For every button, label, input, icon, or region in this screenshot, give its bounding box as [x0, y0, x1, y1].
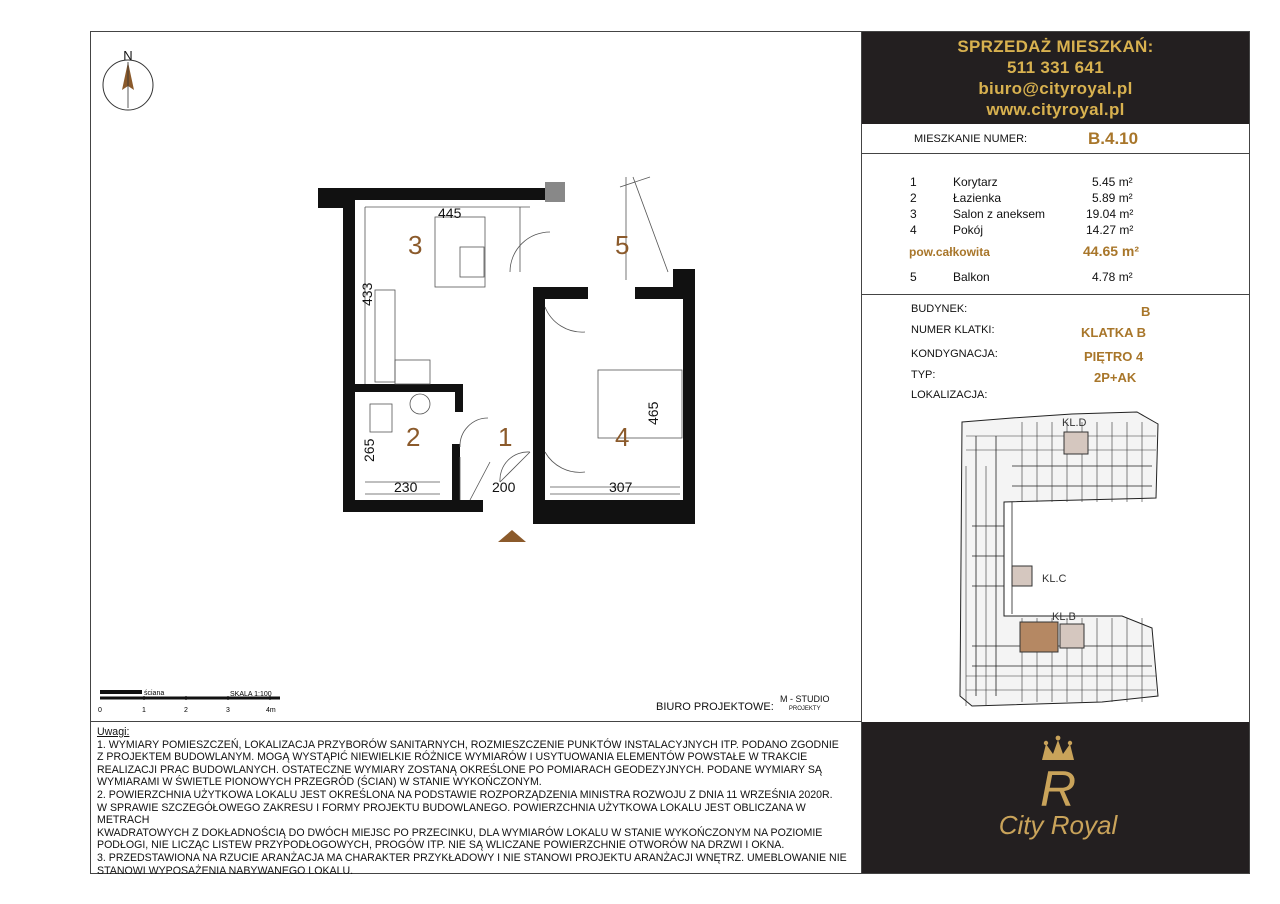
type-label: TYP: [911, 369, 936, 381]
dim-265: 265 [361, 438, 377, 462]
note-line: 1. WYMIARY POMIESZCZEŃ, LOKALIZACJA PRZYBORÓW SANITARNYCH, ROZMIESZCZENIE PUNKTÓW INSTALACYJNYCH ITP. PODANO ZGODNIE [97, 738, 839, 751]
scale-tick: 1 [142, 707, 146, 714]
scale-tick: 2 [184, 707, 188, 714]
room-area: 5.45 m² [1092, 175, 1133, 189]
design-office-name: M - STUDIO [780, 694, 830, 704]
location-key-plan [952, 406, 1174, 716]
room-name: Salon z aneksem [953, 207, 1046, 221]
apartment-number: B.4.10 [1088, 129, 1139, 148]
note-line: 3. PRZEDSTAWIONA NA RZUCIE ARANŻACJA MA CHARAKTER PRZYKŁADOWY I NIE STANOWI PROJEKTU ARANŻACJI WNĘTRZ. UMEBLOWANIE NIE [97, 851, 847, 864]
floor-label: KONDYGNACJA: [911, 348, 998, 360]
room-number-5: 5 [615, 230, 630, 260]
sales-heading: SPRZEDAŻ MIESZKAŃ: [957, 37, 1154, 56]
type-value: 2P+AK [1094, 370, 1137, 385]
note-line: STANOWI WYPOSAŻENIA NABYWANEGO LOKALU. [97, 864, 354, 877]
scale-tick: 3 [226, 707, 230, 714]
map-label-kl-c: KL.C [1042, 573, 1067, 585]
notes-section [97, 726, 857, 877]
total-area-value: 44.65 m² [1083, 243, 1140, 259]
building-value: B [1141, 304, 1151, 319]
contact-box [862, 32, 1249, 124]
north-arrow [103, 48, 153, 110]
info-divider [862, 153, 1249, 154]
room-area: 19.04 m² [1086, 207, 1134, 221]
stair-label: NUMER KLATKI: [911, 324, 995, 336]
room-area: 5.89 m² [1092, 191, 1133, 205]
room-no: 5 [910, 270, 917, 284]
logo-wordmark: City Royal [998, 810, 1118, 840]
room-name: Balkon [953, 270, 990, 284]
room-name: Korytarz [953, 175, 998, 189]
entrance-arrow-icon [498, 530, 526, 542]
note-line: W SPRAWIE SZCZEGÓŁOWEGO ZAKRESU I FORMY PROJEKTU BUDOWLANEGO. POWIERZCHNIA UŻYTKOWA LOKALU JEST OBLICZANA W METRACH [97, 801, 809, 827]
map-label-kl-b: KL.B [1052, 611, 1076, 623]
note-line: Z PROJEKTEM BUDOWLANYM. MOGĄ WYSTĄPIĆ NIEWIELKIE RÓŻNICE WYMIARÓW I USYTUOWANIA ELEMENTÓW POWSTAŁE W TRAKCIE [97, 751, 808, 764]
scale-tick: 0 [98, 707, 102, 714]
note-line: PODŁOGI, NIE LICZĄC LISTEW PRZYPODŁOGOWYCH, PROGÓW ITP. NIE SĄ WLICZANE POWIERZCHNIE OTWORÓW NA DRZWI I OKNA. [97, 839, 785, 852]
room-area: 4.78 m² [1092, 270, 1133, 284]
dim-465: 465 [645, 401, 661, 425]
note-line: 2. POWIERZCHNIA UŻYTKOWA LOKALU JEST OKREŚLONA NA PODSTAWIE ROZPORZĄDZENIA MINISTRA ROZWOJU Z DNIA 11 WRZEŚNIA 2020R. [97, 788, 833, 801]
scale-tick: 4m [266, 707, 276, 714]
scale-label: SKALA 1:100 [230, 691, 272, 698]
design-office-label: BIURO PROJEKTOWE: [656, 701, 774, 713]
apartment-location-highlight [1020, 622, 1058, 652]
building-label: BUDYNEK: [911, 303, 968, 315]
website-link[interactable]: www.cityroyal.pl [986, 100, 1125, 119]
room-no: 4 [910, 223, 917, 237]
design-office-sub: PROJEKTY [788, 706, 821, 712]
room-no: 2 [910, 191, 917, 205]
scale-wall-label: ściana [144, 690, 165, 697]
phone-number[interactable]: 511 331 641 [1007, 58, 1104, 77]
stair-c-marker [1012, 566, 1032, 586]
stair-value: KLATKA B [1081, 325, 1146, 340]
floor-value: PIĘTRO 4 [1084, 349, 1144, 364]
dim-230: 230 [394, 479, 418, 495]
logo-monogram: R [1039, 761, 1077, 817]
apartment-number-label: MIESZKANIE NUMER: [914, 133, 1028, 145]
design-office-logo [780, 694, 830, 714]
room-number-3: 3 [408, 230, 423, 260]
floor-plan [90, 32, 860, 682]
scale-bar [98, 686, 288, 716]
room-area: 14.27 m² [1086, 223, 1134, 237]
location-label: LOKALIZACJA: [911, 389, 988, 401]
room-name: Pokój [953, 223, 984, 237]
dim-445: 445 [438, 205, 462, 221]
email-link[interactable]: biuro@cityroyal.pl [978, 79, 1133, 98]
room-name: Łazienka [953, 191, 1002, 205]
dim-307: 307 [609, 479, 633, 495]
north-label: N [123, 48, 133, 63]
crown-icon [1042, 736, 1074, 760]
dim-433: 433 [359, 282, 375, 306]
stair-d-marker [1064, 432, 1088, 454]
apartment-info-panel [862, 124, 1249, 721]
walls [318, 182, 695, 524]
city-royal-logo [862, 722, 1249, 873]
total-area-label: pow.całkowita [909, 245, 990, 259]
note-line: WYMIARAMI W ŚWIETLE PIONOWYCH PRZEGRÓD (ŚCIAN) W STANIE WYKOŃCZONYM. [97, 776, 542, 789]
room-number-1: 1 [498, 422, 513, 452]
note-line: REALIZACJI PRAC BUDOWLANYCH. OSTATECZNE WYMIARY ZOSTANĄ OKREŚLONE PO POMIARACH GEODEZYJNYCH. PODANE WYMIARY SĄ [97, 763, 823, 776]
divider-horizontal [90, 721, 862, 722]
room-number-4: 4 [615, 422, 630, 452]
room-no: 1 [910, 175, 917, 189]
info-divider [862, 294, 1249, 295]
stair-b-marker [1060, 624, 1084, 648]
note-line: KWADRATOWYCH Z DOKŁADNOŚCIĄ DO DWÓCH MIEJSC PO PRZECINKU, DLA WYMIARÓW LOKALU W STANIE WYKOŃCZONYM NA POZIOMIE [97, 826, 823, 839]
notes-title: Uwagi: [97, 726, 130, 738]
room-number-2: 2 [406, 422, 421, 452]
map-label-kl-d: KL.D [1062, 417, 1087, 429]
dim-200: 200 [492, 479, 516, 495]
room-no: 3 [910, 207, 917, 221]
